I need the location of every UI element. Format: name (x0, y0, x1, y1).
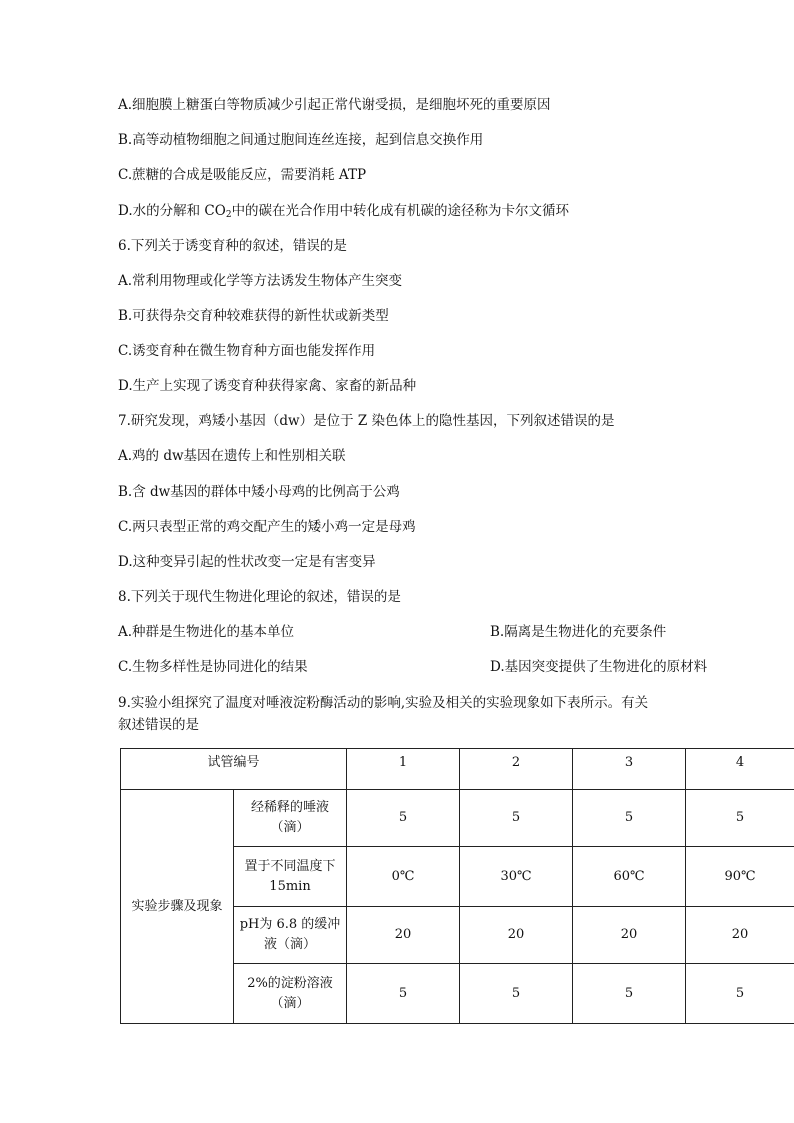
table-row (121, 790, 794, 847)
table-cell: 5 (573, 964, 686, 1024)
q6-option-d: D.生产上实现了诱变育种获得家禽、家畜的新品种 (118, 378, 417, 394)
q6-option-c: C.诱变育种在微生物育种方面也能发挥作用 (118, 343, 376, 359)
q6-option-a: A.常利用物理或化学等方法诱发生物体产生突变 (118, 273, 403, 289)
table-cell: 20 (686, 907, 794, 964)
q8-option-d: D.基因突变提供了生物进化的原材料 (490, 659, 708, 675)
table-cell: 5 (573, 790, 686, 847)
q5-option-b: B.高等动植物细胞之间通过胞间连丝连接，起到信息交换作用 (118, 132, 484, 148)
table-cell: 20 (460, 907, 573, 964)
table-cell: 5 (347, 790, 460, 847)
row-label: 2%的淀粉溶液（滴） (234, 964, 347, 1024)
q8-stem: 8.下列关于现代生物进化理论的叙述，错误的是 (118, 589, 401, 605)
q7-option-d: D.这种变异引起的性状改变一定是有害变异 (118, 554, 376, 570)
table-cell: 5 (686, 790, 794, 847)
q6-option-b: B.可获得杂交育种较难获得的新性状或新类型 (118, 308, 389, 324)
row-label: 经稀释的唾液（滴） (234, 790, 347, 847)
procedure-group-label: 实验步骤及现象 (121, 790, 234, 1024)
q6-stem: 6.下列关于诱变育种的叙述，错误的是 (118, 238, 347, 254)
q9-stem-line-2: 叙述错误的是 (118, 717, 199, 733)
q7-option-c: C.两只表型正常的鸡交配产生的矮小鸡一定是母鸡 (118, 519, 416, 535)
tube-number-cell: 3 (573, 749, 686, 790)
table-cell: 60℃ (573, 847, 686, 907)
q9-stem-line-1: 9.实验小组探究了温度对唾液淀粉酶活动的影响,实验及相关的实验现象如下表所示。有关 (118, 695, 649, 711)
table-cell: 30℃ (460, 847, 573, 907)
q7-option-a: A.鸡的 dw基因在遗传上和性别相关联 (118, 448, 346, 464)
table-cell: 90℃ (686, 847, 794, 907)
experiment-table (120, 748, 794, 1024)
table-cell: 5 (347, 964, 460, 1024)
row-label: pH为 6.8 的缓冲液（滴） (234, 907, 347, 964)
q8-option-b: B.隔离是生物进化的充要条件 (490, 624, 667, 640)
tube-number-header: 试管编号 (121, 749, 347, 790)
table-header-row (121, 749, 794, 790)
q5-option-d-post: 中的碳在光合作用中转化成有机碳的途径称为卡尔文循环 (231, 203, 570, 219)
tube-number-cell: 2 (460, 749, 573, 790)
q8-options-row-1 (118, 623, 667, 641)
q5-option-a: A.细胞膜上糖蛋白等物质减少引起正常代谢受损，是细胞坏死的重要原因 (118, 97, 551, 113)
table-cell: 20 (573, 907, 686, 964)
q5-option-d-sub: 2 (225, 210, 232, 220)
row-label: 置于不同温度下 15min (234, 847, 347, 907)
q8-options-row-2 (118, 658, 708, 676)
q8-option-a: A.种群是生物进化的基本单位 (118, 624, 295, 640)
table-cell: 20 (347, 907, 460, 964)
q5-option-d-pre: D.水的分解和 CO (118, 203, 226, 219)
q8-option-c: C.生物多样性是协同进化的结果 (118, 659, 308, 675)
q5-option-d (118, 202, 569, 224)
table-cell: 5 (460, 790, 573, 847)
q7-option-b: B.含 dw基因的群体中矮小母鸡的比例高于公鸡 (118, 484, 400, 500)
q5-option-c: C.蔗糖的合成是吸能反应，需要消耗 ATP (118, 167, 367, 183)
table-cell: 5 (686, 964, 794, 1024)
tube-number-cell: 4 (686, 749, 794, 790)
table-cell: 0℃ (347, 847, 460, 907)
q7-stem: 7.研究发现，鸡矮小基因（dw）是位于 Z 染色体上的隐性基因，下列叙述错误的是 (118, 413, 615, 429)
table-cell: 5 (460, 964, 573, 1024)
tube-number-cell: 1 (347, 749, 460, 790)
